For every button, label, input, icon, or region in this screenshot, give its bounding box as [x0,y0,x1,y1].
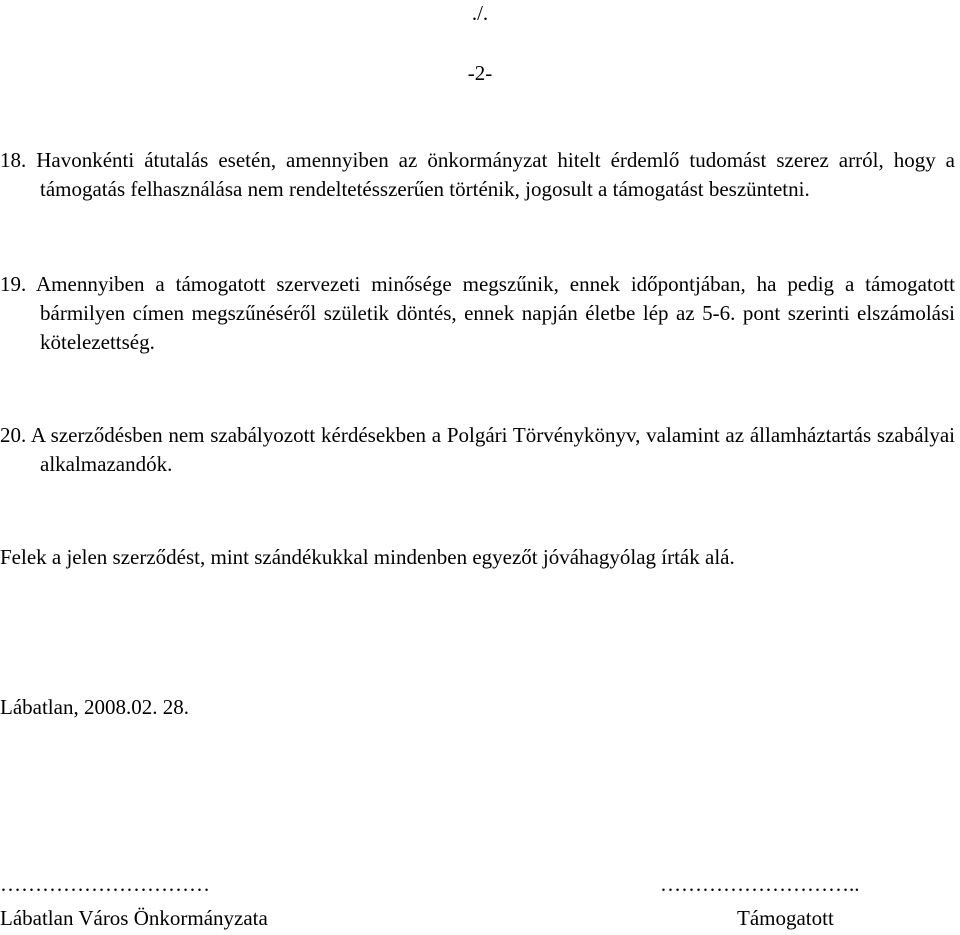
clause-text: A szerződésben nem szabályozott kérdésekben a Polgári Törvénykönyv, valamint az államháztartás szabályai alkalmazandók. [30,423,956,476]
clause-text: Amennyiben a támogatott szervezeti minősége megszűnik, ennek időpontjában, ha pedig a támogatott bármilyen címen megszűnéséről születik döntés, ennek napján életbe lép az 5-6. pont szerinti elszámolási kötelezettség. [36,272,955,354]
clause-number: 20. [0,423,27,447]
signature-line-right: ……………………….. [660,872,860,896]
signature-line-left: ………………………… [0,872,210,896]
clause-number: 19. [0,272,27,296]
continuation-mark: ./. [471,1,489,25]
clause-20 [0,421,956,479]
page-number: -2- [467,61,493,85]
signatory-left: Lábatlan Város Önkormányzata [0,906,268,930]
place-and-date: Lábatlan, 2008.02. 28. [0,695,189,719]
clause-18 [0,146,956,204]
signatory-right: Támogatott [737,906,834,930]
clause-text: Havonkénti átutalás esetén, amennyiben az önkormányzat hitelt érdemlő tudomást szerez arról, hogy a támogatás felhasználása nem rendeltetésszerűen történik, jogosult a támogatást beszüntetni. [36,148,956,201]
clause-19 [0,270,955,357]
clause-number: 18. [0,148,27,172]
closing-statement: Felek a jelen szerződést, mint szándékukkal mindenben egyezőt jóváhagyólag írták alá. [0,545,735,569]
